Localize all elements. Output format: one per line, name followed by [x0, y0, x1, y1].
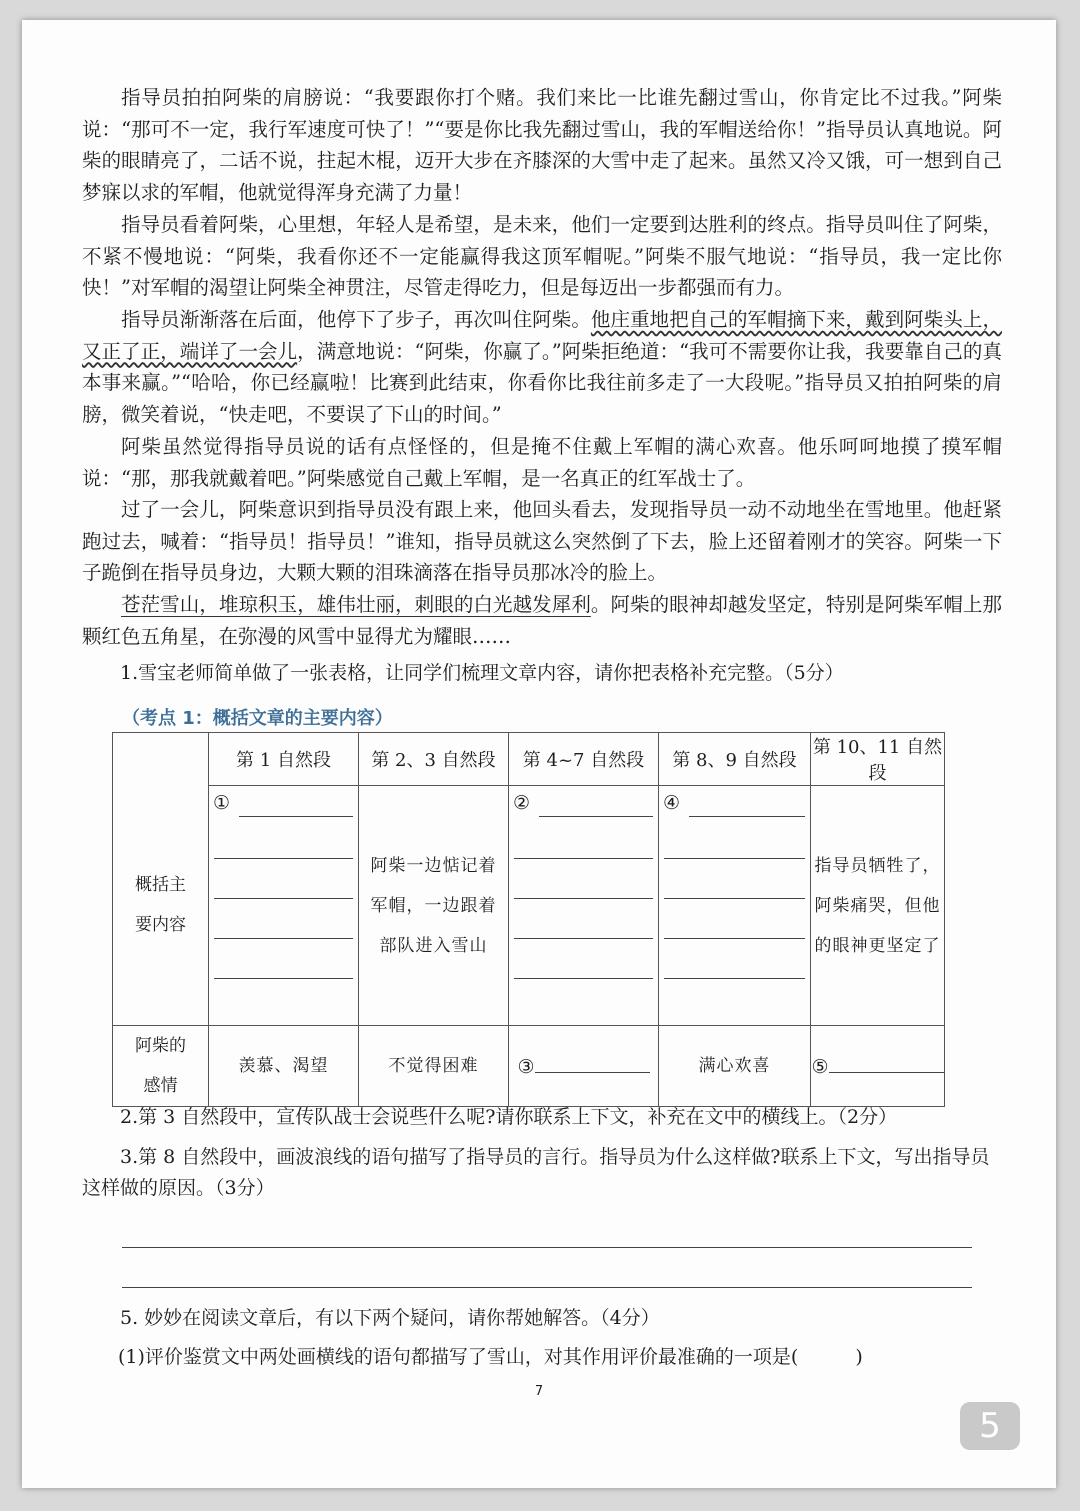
row-label-summary — [113, 786, 209, 1026]
paragraph-3 — [82, 304, 1002, 430]
answer-line[interactable] — [514, 858, 653, 859]
summary-line: 阿柴一边惦记着 — [370, 855, 497, 876]
table-row-feelings — [113, 1026, 945, 1107]
paragraph-2-text: 指导员看着阿柴，心里想，年轻人是希望，是未来，他们一定要到达胜利的终点。指导员叫住了阿柴，不紧不慢地说：“阿柴，我看你还不一定能赢得我这顶军帽呢。”阿柴不服气地说：“指导员，我一定比你快！”对军帽的渴望让阿柴全神贯注，尽管走得吃力，但是每迈出一步都强而有力。 — [82, 213, 1002, 299]
table-header: 第 4~7 自然段 — [509, 733, 659, 786]
summary-line: 军帽，一边跟着 — [370, 895, 497, 916]
answer-line-q3[interactable] — [122, 1247, 972, 1248]
answer-line[interactable] — [239, 816, 353, 817]
answer-line[interactable] — [214, 858, 353, 859]
answer-cell-5[interactable] — [811, 1026, 945, 1107]
question-3: 3.第 8 自然段中，画波浪线的语句描写了指导员的言行。指导员为什么这样做?联系上下文，写出指导员这样做的原因。（3分） — [82, 1146, 990, 1199]
paragraph-6-text: 。阿柴的眼神却越发坚定，特别是阿柴军帽上那颗红色五角星，在弥漫的风雪中显得尤为耀眼…… — [82, 593, 1002, 648]
answer-line[interactable] — [214, 898, 353, 899]
paragraph-3-text-end: ，满意地说：“阿柴，你赢了。”阿柴拒绝道：“我可不需要你让我，我要靠自己的真本事来赢。”“哈哈，你已经赢啦！比赛到此结束，你看你比我往前多走了一大段呢。”指导员又拍拍阿柴的肩膀，微笑着说，“快走吧，不要误了下山的时间。” — [82, 339, 1002, 426]
kaodian-label: （考点 1：概括文章的主要内容） — [122, 708, 393, 729]
paragraph-1 — [82, 82, 1002, 208]
paragraph-5 — [82, 494, 1002, 589]
paragraph-3-text-start: 指导员渐渐落在后面，他停下了步子，再次叫住阿柴。 — [121, 308, 591, 331]
table-header-row — [113, 733, 945, 786]
answer-cell-2[interactable] — [509, 786, 659, 1026]
table-header: 第 1 自然段 — [209, 733, 359, 786]
table-header: 第 2、3 自然段 — [359, 733, 509, 786]
answer-line[interactable] — [214, 978, 353, 979]
table-header: 第 10、11 自然段 — [811, 733, 945, 786]
table-corner-cell — [113, 733, 209, 786]
question-2: 2.第 3 自然段中，宣传队战士会说些什么呢?请你联系上下文，补充在文中的横线上。（2分） — [120, 1106, 898, 1128]
row-label-line: 阿柴的 — [135, 1036, 186, 1056]
paragraph-1-text: 指导员拍拍阿柴的肩膀说：“我要跟你打个赌。我们来比一比谁先翻过雪山，你肯定比不过我。”阿柴说：“那可不一定，我行军速度可快了！”“要是你比我先翻过雪山，我的军帽送给你！”指导员认真地说。阿柴的眼睛亮了，二话不说，拄起木棍，迈开大步在齐膝深的大雪中走了起来。虽然又冷又饿，可一想到自己梦寐以求的军帽，他就觉得浑身充满了力量！ — [82, 86, 1002, 204]
question-5-part-1: (1)评价鉴赏文中两处画横线的语句都描写了雪山，对其作用评价最准确的一项是( ) — [118, 1346, 863, 1368]
blank-marker-1: ① — [213, 792, 231, 814]
blank-marker-5: ⑤ — [811, 1056, 829, 1078]
worksheet-page — [22, 20, 1056, 1488]
summary-cell-2 — [359, 786, 509, 1026]
answer-line[interactable] — [539, 816, 653, 817]
page-number: 7 — [534, 1384, 544, 1399]
paragraph-4-text: 阿柴虽然觉得指导员说的话有点怪怪的，但是掩不住戴上军帽的满心欢喜。他乐呵呵地摸了摸军帽说：“那，那我就戴着吧。”阿柴感觉自己戴上军帽，是一名真正的红军战士了。 — [82, 435, 1002, 490]
answer-line[interactable] — [214, 938, 353, 939]
question-5: 5. 妙妙在阅读文章后，有以下两个疑问，请你帮她解答。（4分） — [120, 1307, 660, 1329]
table-row-summary — [113, 786, 945, 1026]
answer-line[interactable] — [514, 938, 653, 939]
blank-marker-4: ④ — [663, 792, 681, 814]
summary-cell-5 — [811, 786, 945, 1026]
summary-line: 的眼神更坚定了 — [814, 935, 941, 956]
row-label-feelings — [113, 1026, 209, 1107]
page-badge: 5 — [960, 1402, 1020, 1450]
paragraph-6 — [82, 589, 1002, 652]
feeling-cell-2: 不觉得困难 — [359, 1026, 509, 1107]
paragraph-5-text: 过了一会儿，阿柴意识到指导员没有跟上来，他回头看去，发现指导员一动不动地坐在雪地里。他赶紧跑过去，喊着：“指导员！指导员！”谁知，指导员就这么突然倒了下去，脸上还留着刚才的笑容。阿柴一下子跪倒在指导员身边，大颗大颗的泪珠滴落在指导员那冰冷的脸上。 — [82, 498, 1002, 584]
paragraph-2 — [82, 209, 1002, 304]
question-1: 1.雪宝老师简单做了一张表格，让同学们梳理文章内容，请你把表格补充完整。（5分） — [120, 662, 844, 684]
answer-line[interactable] — [689, 816, 805, 817]
summary-line: 阿柴痛哭，但他 — [814, 895, 941, 916]
summary-line: 部队进入雪山 — [379, 935, 488, 956]
underlined-sentence: 苍茫雪山，堆琼积玉，雄伟壮丽，刺眼的白光越发犀利 — [121, 593, 591, 616]
row-label-line: 感情 — [143, 1076, 178, 1096]
answer-line[interactable] — [664, 898, 805, 899]
paragraph-4 — [82, 431, 1002, 494]
answer-line-q3[interactable] — [122, 1287, 972, 1288]
row-label-line: 要内容 — [135, 915, 186, 936]
feeling-cell-4: 满心欢喜 — [659, 1026, 811, 1107]
answer-line[interactable] — [535, 1054, 650, 1073]
summary-line: 指导员牺牲了， — [814, 855, 941, 876]
wavy-underlined-sentence: 他庄重地把自己的军帽摘下来，戴到阿柴头上，又正了正，端详了一会儿 — [82, 308, 1002, 363]
blank-marker-3: ③ — [517, 1056, 535, 1078]
answer-cell-4[interactable] — [659, 786, 811, 1026]
blank-marker-2: ② — [513, 792, 531, 814]
feeling-cell-1: 羡慕、渴望 — [209, 1026, 359, 1107]
answer-cell-1[interactable] — [209, 786, 359, 1026]
row-label-line: 概括主 — [135, 875, 186, 896]
answer-cell-3[interactable] — [509, 1026, 659, 1107]
answer-line[interactable] — [664, 978, 805, 979]
answer-line[interactable] — [829, 1054, 944, 1073]
answer-line[interactable] — [514, 978, 653, 979]
answer-line[interactable] — [514, 898, 653, 899]
answer-line[interactable] — [664, 938, 805, 939]
answer-line[interactable] — [664, 858, 805, 859]
summary-table — [112, 732, 945, 1107]
table-header: 第 8、9 自然段 — [659, 733, 811, 786]
